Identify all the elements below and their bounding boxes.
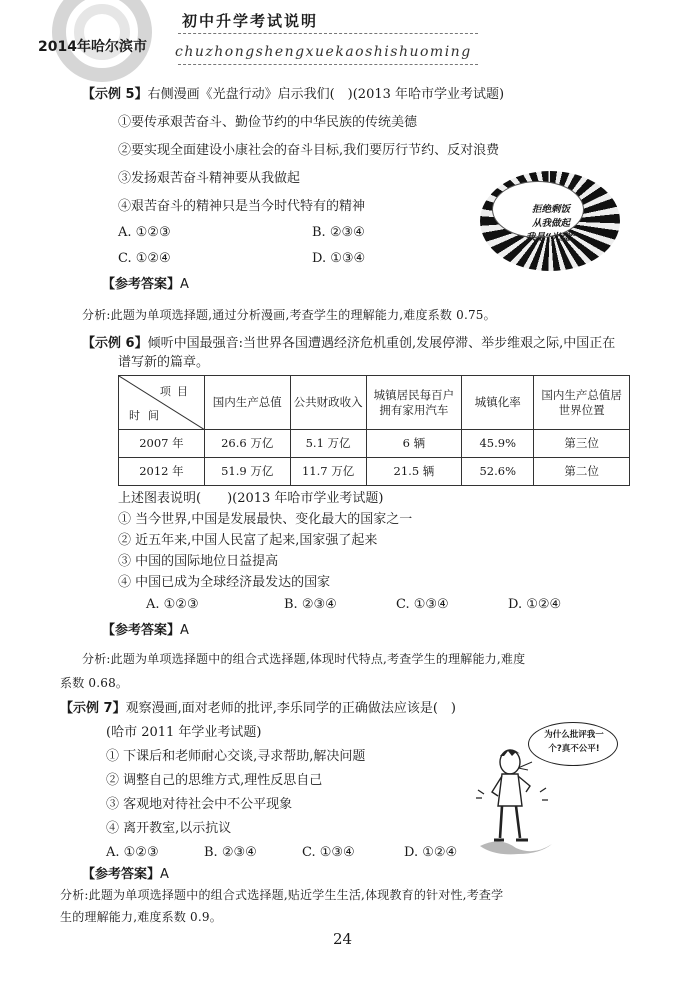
corner-bottom-label: 时间	[129, 409, 167, 422]
example7-question: 观察漫画,面对老师的批评,李乐同学的正确做法应该是( )	[125, 701, 456, 716]
example5-label: 【示例 5】	[82, 87, 148, 102]
table-header-row	[119, 376, 630, 430]
plate-cartoon-caption	[506, 203, 596, 245]
example7-analysis-line2: 生的理解能力,难度系数 0.9。	[60, 910, 222, 924]
table-header-cell: 公共财政收入	[290, 376, 366, 430]
table-header-cell: 国内生产总值	[204, 376, 290, 430]
table-year-cell: 2012 年	[119, 458, 205, 486]
example7-option-d: D. ①②④	[404, 845, 458, 860]
table-cell: 第三位	[534, 430, 630, 458]
plate-caption-line2: 从我做起	[531, 218, 570, 229]
table-row	[119, 458, 630, 486]
corner-top-label: 项目	[159, 385, 194, 398]
table-header-cell: 城镇化率	[462, 376, 534, 430]
example7-analysis-line1: 分析:此题为单项选择题中的组合式选择题,贴近学生生活,体现教育的针对性,考查学	[60, 888, 504, 902]
example7-item-4: ④ 离开教室,以示抗议	[106, 821, 232, 836]
plate-caption-line3: 我是“光盘”	[525, 232, 577, 243]
example7-option-a: A. ①②③	[106, 845, 159, 860]
example7-label: 【示例 7】	[60, 701, 126, 716]
table-header-cell: 国内生产总值居世界位置	[534, 376, 630, 430]
example6-answer-line	[102, 622, 189, 640]
table-corner-cell	[119, 376, 205, 430]
example5-option-c: C. ①②④	[118, 251, 171, 266]
example7-question-line	[60, 700, 456, 718]
example6-label: 【示例 6】	[82, 336, 148, 351]
example5-answer-label: 【参考答案】	[102, 277, 181, 292]
example5-item-3: ③发扬艰苦奋斗精神要从我做起	[118, 171, 301, 186]
header-divider	[178, 33, 478, 34]
example5-option-d: D. ①③④	[312, 251, 366, 266]
table-cell: 51.9 万亿	[204, 458, 290, 486]
example6-analysis-line1: 分析:此题为单项选择题中的组合式选择题,体现时代特点,考查学生的理解能力,难度	[82, 652, 526, 666]
example7-item-3: ③ 客观地对待社会中不公平现象	[106, 797, 293, 812]
page-number: 24	[333, 930, 353, 948]
example6-item-4: ④ 中国已成为全球经济最发达的国家	[118, 575, 331, 590]
example5-item-1: ①要传承艰苦奋斗、勤俭节约的中华民族的传统美德	[118, 115, 418, 130]
header-pinyin: chuzhongshengxuekaoshishuoming	[175, 44, 472, 60]
student-legs	[500, 806, 520, 838]
example5-option-b: B. ②③④	[312, 225, 365, 240]
example6-option-b: B. ②③④	[284, 597, 337, 612]
example7-answer-line	[82, 866, 169, 884]
table-cell: 52.6%	[462, 458, 534, 486]
example6-intro-line2: 谱写新的篇章。	[118, 355, 210, 370]
example7-option-c: C. ①③④	[302, 845, 355, 860]
example5-option-a: A. ①②③	[118, 225, 171, 240]
example6-item-1: ① 当今世界,中国是发展最快、变化最大的国家之一	[118, 512, 413, 527]
example6-analysis-line2: 系数 0.68。	[60, 676, 129, 690]
example5-question: 右侧漫画《光盘行动》启示我们( )(2013 年哈市学业考试题)	[147, 87, 505, 102]
example7-answer-label: 【参考答案】	[82, 867, 161, 882]
example7-item-2: ② 调整自己的思维方式,理性反思自己	[106, 773, 323, 788]
example7-item-1: ① 下课后和老师耐心交谈,寻求帮助,解决问题	[106, 749, 366, 764]
example6-option-a: A. ①②③	[146, 597, 199, 612]
example5-item-4: ④艰苦奋斗的精神只是当今时代特有的精神	[118, 199, 366, 214]
example5-item-2: ②要实现全面建设小康社会的奋斗目标,我们要厉行节约、反对浪费	[118, 143, 500, 158]
book-title: 初中升学考试说明	[182, 12, 319, 30]
header-divider-bottom	[178, 64, 478, 65]
example7-option-b: B. ②③④	[204, 845, 257, 860]
economy-data-table	[118, 375, 630, 486]
example7-answer: A	[160, 867, 169, 882]
example5-analysis: 分析:此题为单项选择题,通过分析漫画,考查学生的理解能力,难度系数 0.75。	[82, 308, 496, 322]
table-cell: 26.6 万亿	[204, 430, 290, 458]
example6-question: 上述图表说明( )(2013 年哈市学业考试题)	[118, 491, 384, 506]
table-row	[119, 430, 630, 458]
table-cell: 第二位	[534, 458, 630, 486]
table-cell: 6 辆	[366, 430, 462, 458]
table-header-cell: 城镇居民每百户拥有家用汽车	[366, 376, 462, 430]
table-year-cell: 2007 年	[119, 430, 205, 458]
example5-answer-line	[102, 276, 189, 294]
edition-label: 2014年哈尔滨市	[38, 39, 147, 55]
example6-answer: A	[180, 623, 189, 638]
example6-answer-label: 【参考答案】	[102, 623, 181, 638]
ground-shadow	[480, 841, 552, 854]
example6-item-3: ③ 中国的国际地位日益提高	[118, 554, 279, 569]
example6-intro-line1	[82, 335, 615, 353]
plate-caption-line1: 拒绝剩饭	[531, 204, 570, 215]
table-cell: 11.7 万亿	[290, 458, 366, 486]
example6-option-d: D. ①②④	[508, 597, 562, 612]
student-cartoon-image	[470, 740, 560, 858]
student-body	[498, 774, 522, 806]
table-cell: 21.5 辆	[366, 458, 462, 486]
table-cell: 5.1 万亿	[290, 430, 366, 458]
speech-bubble-line2: 个?真不公平!	[548, 744, 600, 754]
example5-question-line	[82, 86, 504, 104]
speech-bubble-line1: 为什么批评我一	[544, 730, 604, 740]
example7-source: (哈市 2011 年学业考试题)	[106, 725, 262, 740]
example6-item-2: ② 近五年来,中国人民富了起来,国家强了起来	[118, 533, 378, 548]
table-cell: 45.9%	[462, 430, 534, 458]
example6-intro: 倾听中国最强音:当世界各国遭遇经济危机重创,发展停滞、举步维艰之际,中国正在	[147, 336, 616, 351]
example5-answer: A	[180, 277, 189, 292]
example6-option-c: C. ①③④	[396, 597, 449, 612]
